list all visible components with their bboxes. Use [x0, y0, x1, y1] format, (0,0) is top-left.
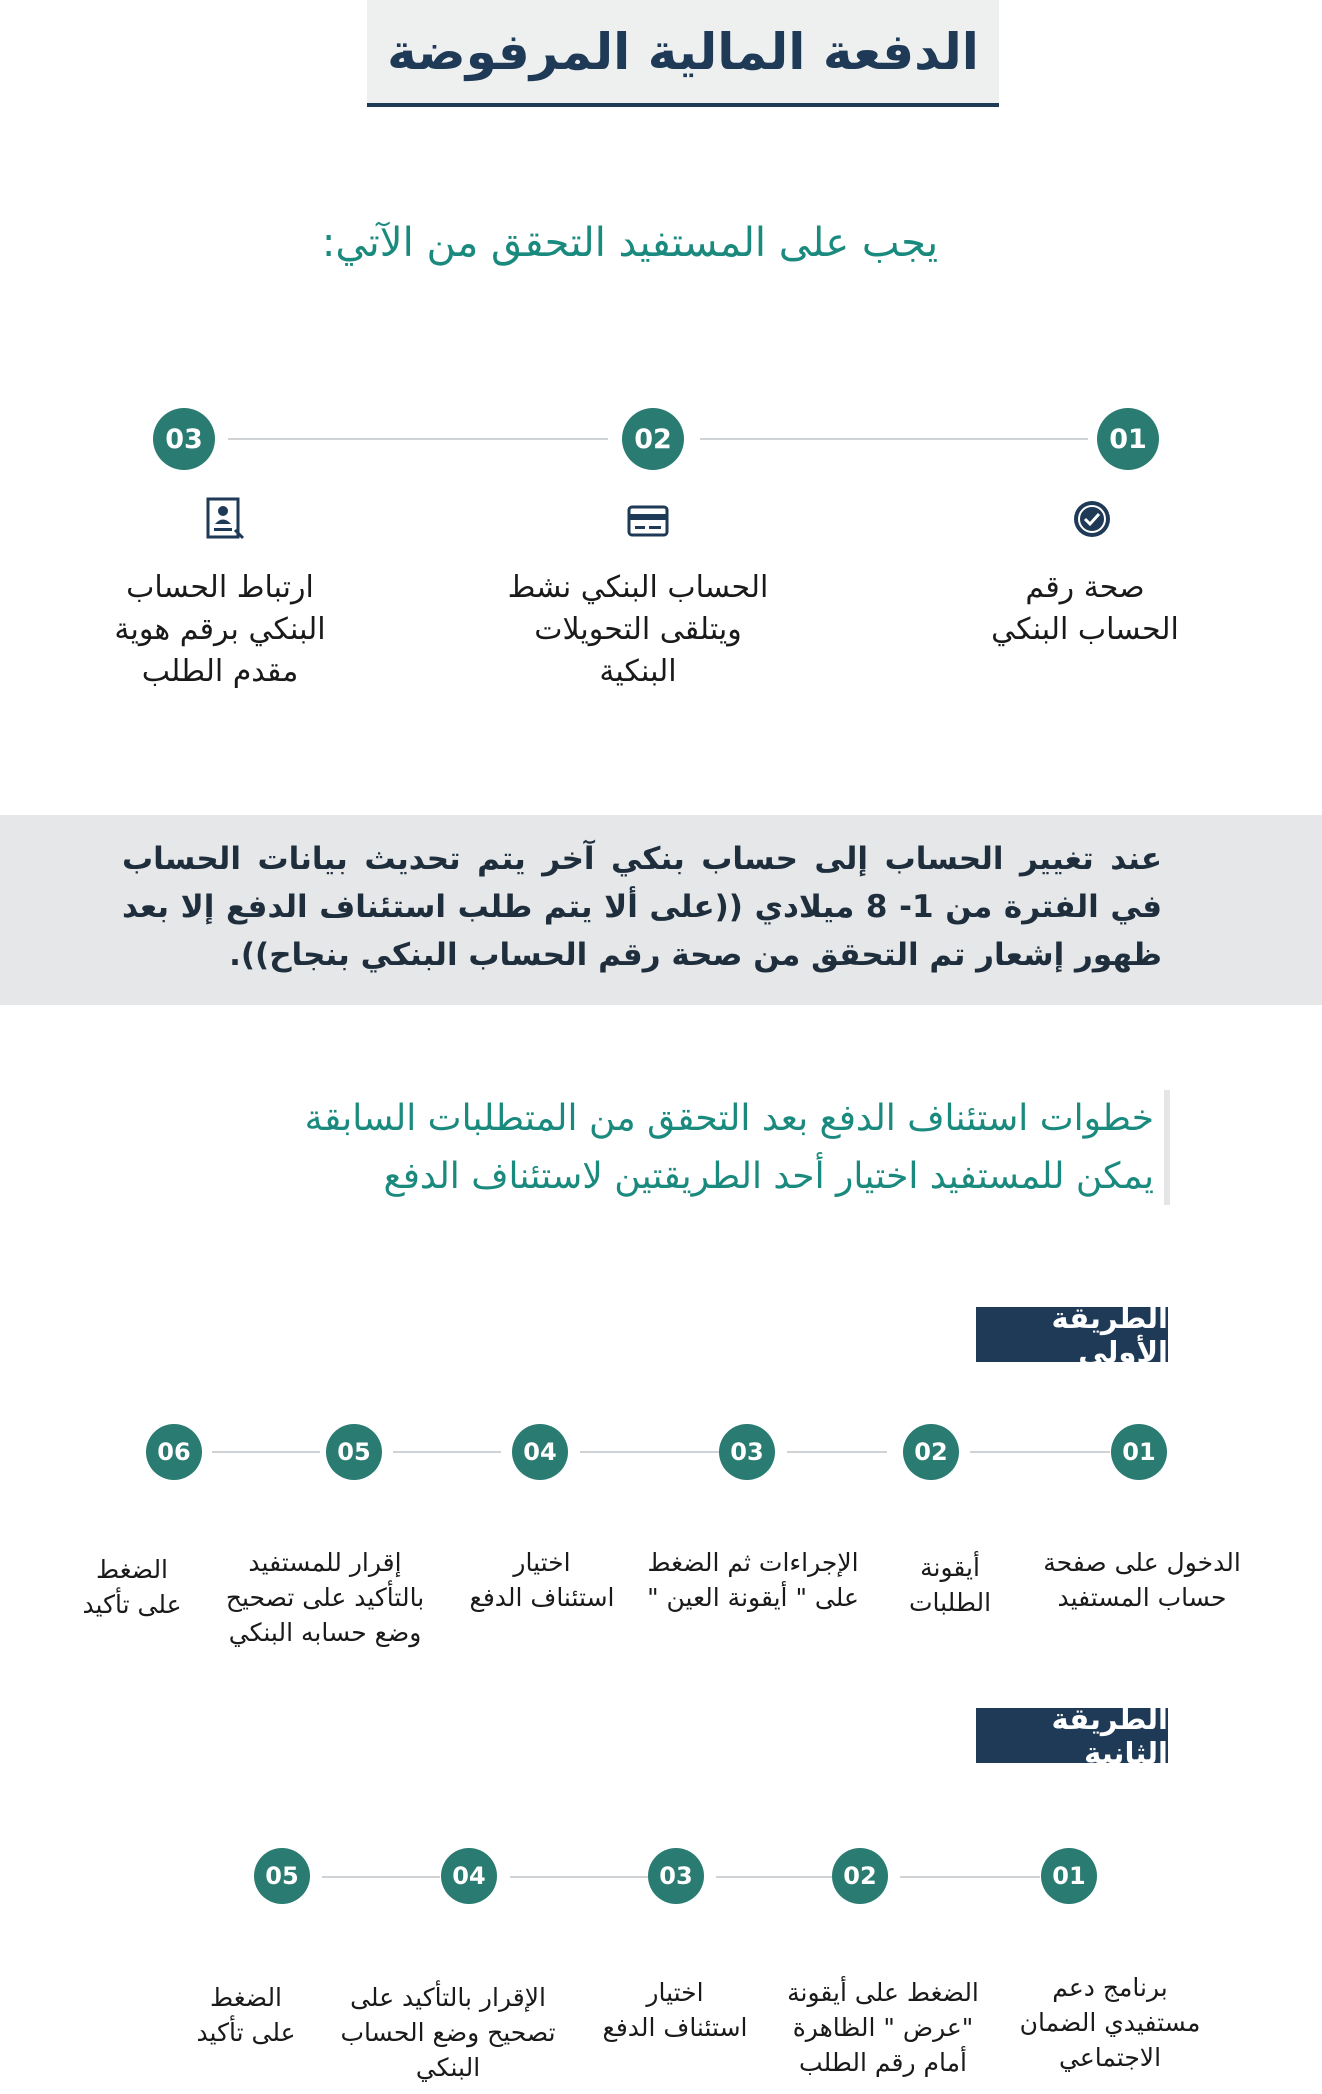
- connector-line: [716, 1876, 832, 1878]
- connector-line: [970, 1451, 1110, 1453]
- requirement-label-03: ارتباط الحساب البنكي برقم هوية مقدم الطلب: [114, 570, 326, 689]
- requirements-subtitle: يجب على المستفيد التحقق من الآتي:: [321, 220, 939, 266]
- method-1-label-01: الدخول على صفحة حساب المستفيد: [1043, 1548, 1241, 1612]
- method-1-step-05: 05: [326, 1424, 382, 1480]
- method-2-step-04: 04: [441, 1848, 497, 1904]
- method-1-label-05: إقرار للمستفيد بالتأكيد على تصحيح وضع حسابه البنكي: [225, 1548, 425, 1647]
- connector-line: [393, 1451, 501, 1453]
- requirement-number-01: 01: [1097, 408, 1159, 470]
- method-1-step-03: 03: [719, 1424, 775, 1480]
- title-banner: [367, 0, 999, 107]
- method-1-label-04: اختيار استئناف الدفع: [469, 1548, 615, 1612]
- requirement-number-02: 02: [622, 408, 684, 470]
- method-2-label-03: اختيار استئناف الدفع: [602, 1978, 748, 2042]
- method-1-step-01: 01: [1111, 1424, 1167, 1480]
- requirement-label-02: الحساب البنكي نشط ويتلقى التحويلات البنكية: [507, 570, 769, 689]
- requirement-number-03: 03: [153, 408, 215, 470]
- check-circle-icon: [1072, 499, 1112, 543]
- connector-line: [700, 438, 1088, 440]
- connector-line: [787, 1451, 887, 1453]
- steps-heading: خطوات استئناف الدفع بعد التحقق من المتطلبات السابقة يمكن للمستفيد اختيار أحد الطريقتين لاستئناف الدفع: [114, 1090, 1170, 1205]
- method-2-label-01: برنامج دعم مستفيدي الضمان الاجتماعي: [1019, 1973, 1201, 2072]
- connector-line: [212, 1451, 320, 1453]
- method-1-label-02: أيقونة الطلبات: [908, 1553, 992, 1617]
- method-1-label-03: الإجراءات ثم الضغط على " أيقونة العين ": [647, 1548, 859, 1612]
- method-1-step-02: 02: [903, 1424, 959, 1480]
- method-2-label-02: الضغط على أيقونة "عرض " الظاهرة أمام رقم الطلب: [787, 1978, 979, 2077]
- method-2-step-03: 03: [648, 1848, 704, 1904]
- bank-card-icon: [627, 505, 669, 541]
- connector-line: [510, 1876, 648, 1878]
- notice-box: [0, 815, 1322, 1005]
- connector-line: [322, 1876, 440, 1878]
- method-2-label-05: الضغط على تأكيد: [196, 1983, 296, 2047]
- method-2-tag: الطريقة الثانية: [976, 1708, 1168, 1763]
- method-2-step-02: 02: [832, 1848, 888, 1904]
- connector-line: [900, 1876, 1040, 1878]
- method-2-step-01: 01: [1041, 1848, 1097, 1904]
- method-1-label-06: الضغط على تأكيد: [82, 1555, 182, 1619]
- method-2-step-05: 05: [254, 1848, 310, 1904]
- notice-text: عند تغيير الحساب إلى حساب بنكي آخر يتم تحديث بيانات الحساب في الفترة من 1- 8 ميلادي ((على ألا يتم طلب استئناف الدفع إلا بعد ظهور إشعار تم التحقق من صحة رقم الحساب البنكي بنجاح)).: [122, 841, 1163, 974]
- page-title: الدفعة المالية المرفوضة: [387, 22, 979, 81]
- connector-line: [580, 1451, 720, 1453]
- method-1-tag: الطريقة الأولى: [976, 1307, 1168, 1362]
- method-1-step-04: 04: [512, 1424, 568, 1480]
- requirement-label-01: صحة رقم الحساب البنكي: [991, 570, 1179, 647]
- connector-line: [228, 438, 608, 440]
- id-card-icon: [205, 496, 245, 544]
- method-1-step-06: 06: [146, 1424, 202, 1480]
- method-2-label-04: الإقرار بالتأكيد على تصحيح وضع الحساب البنكي: [340, 1983, 556, 2082]
